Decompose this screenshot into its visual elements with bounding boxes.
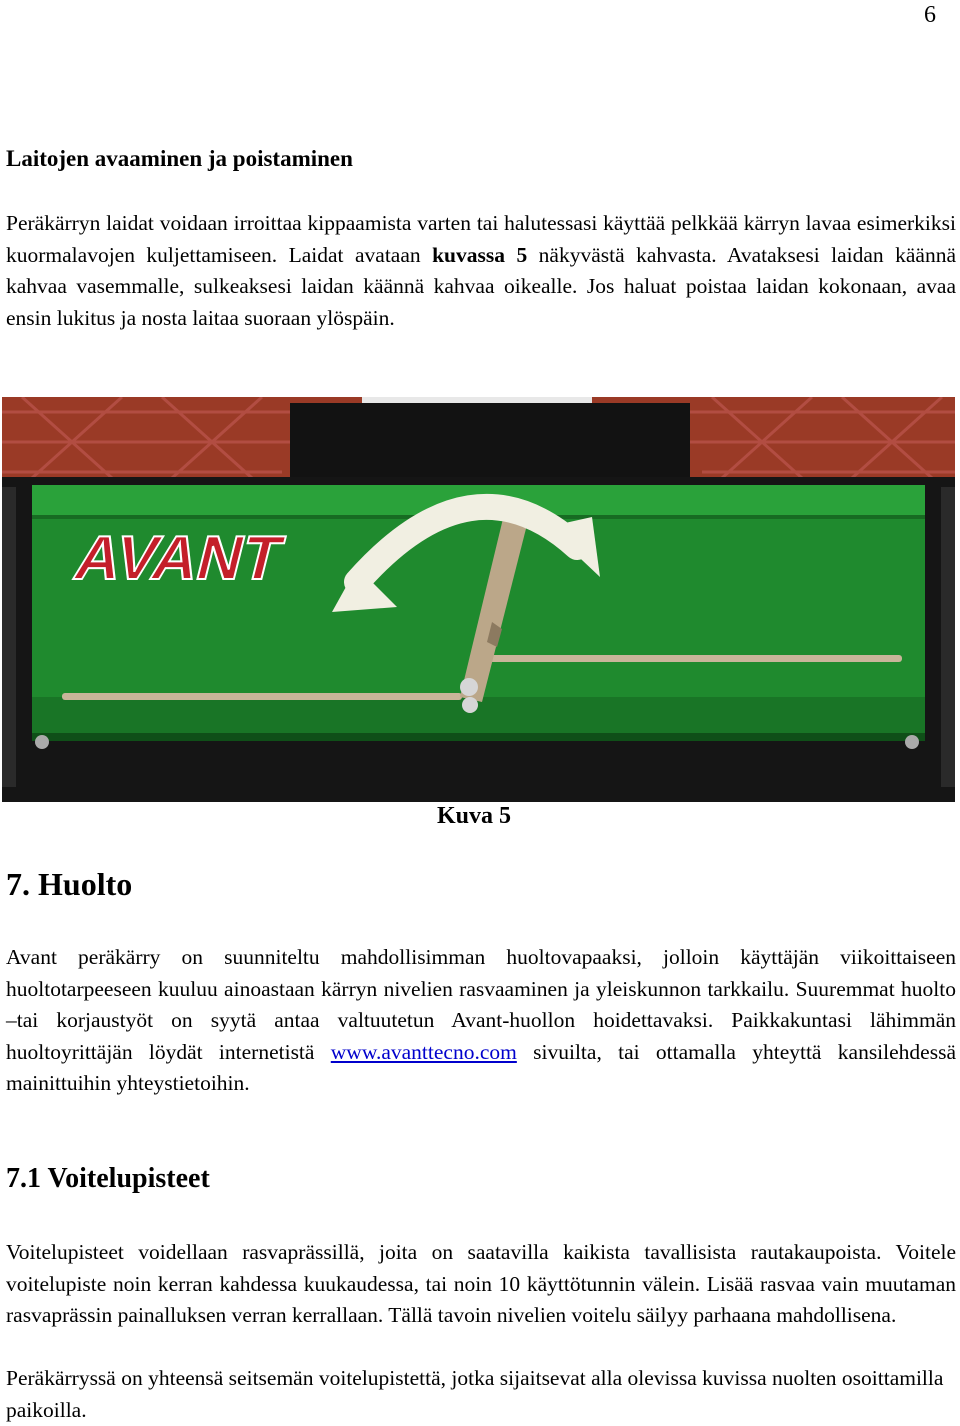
avanttecno-link[interactable]: www.avanttecno.com [330,1039,517,1064]
section3-paragraph-2: Peräkärryssä on yhteensä seitsemän voitelupistettä, jotka sijaitsevat alla olevissa kuvissa nuolten osoittamilla paikoilla. [6,1366,944,1422]
section-title-laitojen: Laitojen avaaminen ja poistaminen [6,146,353,171]
figure-caption: Kuva 5 [437,803,512,829]
section-title-voitelupisteet: 7.1 Voitelupisteet [6,1163,210,1194]
section2-paragraph [6,942,956,1100]
page-number: 6 [924,2,936,28]
section1-figure-ref: kuvassa 5 [432,242,528,267]
section2-text-a: Avant peräkärry on suunniteltu mahdollisimman huoltovapaaksi, jolloin käyttäjän viikoittaiseen huoltotarpeeseen kuuluu ainoastaan kärryn nivelien rasvaaminen ja yleiskunnon tarkkailu. Suuremmat huolto –tai korjaustyöt on syytä antaa valtuutetun Avant-huollon hoidettavaksi. Paikkakuntasi lähimmän huoltoyrittäjän löydät internetistä [6,945,956,1064]
section-title-huolto: 7. Huolto [6,866,133,902]
section1-text-b: näkyvästä kahvasta. Avataksesi laidan käännä kahvaa vasemmalle, sulkeaksesi laidan käännä kahvaa oikealle. Jos haluat poistaa laidan kokonaan, avaa ensin lukitus ja nosta laitaa suoraan ylöspäin. [6,242,956,330]
avant-logo: AVANT [68,523,290,593]
figure-photo [2,397,955,802]
section1-paragraph [6,208,956,334]
section2-text-b: sivuilta, tai ottamalla yhteyttä kansilehdessä mainittuihin yhteystietoihin. [6,1039,956,1095]
section1-text-a: Peräkärryn laidat voidaan irroittaa kippaamista varten tai halutessasi käyttää pelkkää kärryn lavaa esimerkiksi kuormalavojen kuljettamiseen. Laidat avataan [6,211,956,267]
section3-paragraph: Voitelupisteet voidellaan rasvaprässillä, joita on saatavilla kaikista tavallisista rautakaupoista. Voitele voitelupiste noin kerran kahdessa kuukaudessa, tai noin 10 käyttötunnin välein. Lisää rasvaa vain muutaman rasvaprässin painalluksen verran kerrallaan. Tällä tavoin nivelien voitelu säilyy parhaana mahdollisena. [6,1240,956,1327]
